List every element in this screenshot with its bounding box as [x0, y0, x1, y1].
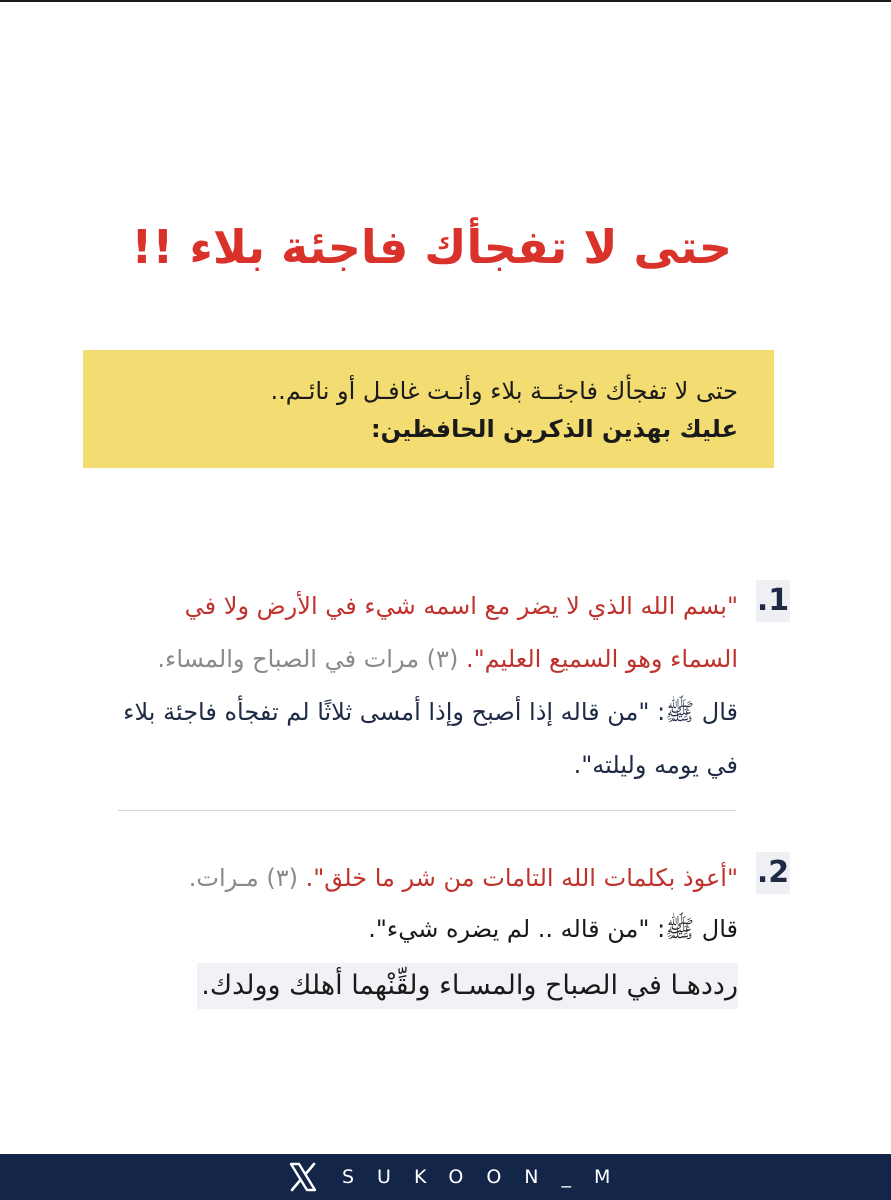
- dhikr-text-continued: [100, 633, 738, 686]
- dhikr-text: "أعوذ بكلمات الله التامات من شر ما خلق".: [305, 864, 738, 892]
- intro-box: [83, 350, 774, 468]
- item-body: [100, 852, 738, 1009]
- repeat-note: (٣) مرات في الصباح والمساء.: [157, 645, 466, 673]
- x-logo-icon: [286, 1160, 320, 1194]
- dhikr-line: [100, 852, 738, 905]
- page-title: حتى لا تفجأك فاجئة بلاء !!: [131, 220, 732, 274]
- footer-handle: SUKOON_M: [342, 1166, 634, 1188]
- item-number: .2: [756, 852, 790, 894]
- section-divider: [118, 810, 736, 811]
- advice-text: رددهـا في الصباح والمسـاء ولقِّنْهما أهلك وولدك.: [197, 963, 738, 1009]
- dhikr-text-end: السماء وهو السميع العليم".: [465, 645, 738, 673]
- item-number: .1: [756, 580, 790, 622]
- intro-callout: عليك بهذين الذكرين الحافظين:: [371, 415, 738, 443]
- dhikr-text: "بسم الله الذي لا يضر مع اسمه شيء في الأرض ولا في: [184, 592, 738, 620]
- item-body: [100, 580, 738, 792]
- hadith-text: قال ﷺ: "من قاله إذا أصبح وإذا أمسى ثلاثًا لم تفجأه فاجئة بلاء: [123, 698, 738, 726]
- hadith-text: قال ﷺ: "من قاله .. لم يضره شيء".: [368, 915, 738, 943]
- footer-bar: [0, 1154, 891, 1200]
- top-border: [0, 0, 891, 2]
- advice-row: [100, 963, 738, 1009]
- intro-line: حتى لا تفجأك فاجئــة بلاء وأنـت غافـل أو نائـم..: [270, 377, 738, 405]
- dhikr-item-1: [100, 580, 790, 792]
- repeat-note: (٣) مـرات.: [188, 864, 306, 892]
- dhikr-item-2: [100, 852, 790, 1009]
- hadith-text-continued: في يومه وليلته".: [573, 751, 738, 779]
